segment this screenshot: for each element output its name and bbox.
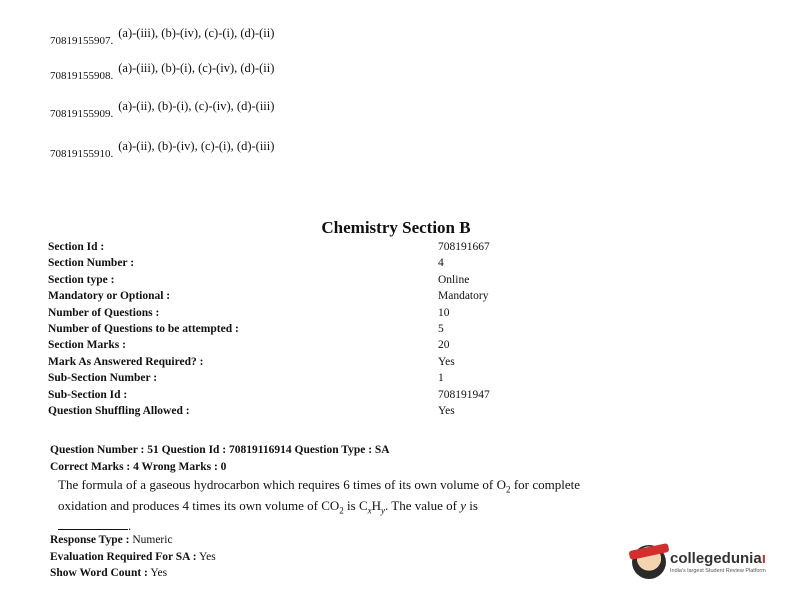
- collegedunia-logo: [632, 545, 766, 579]
- info-row: [48, 290, 508, 306]
- info-row: [48, 307, 508, 323]
- info-value: Yes: [438, 404, 455, 417]
- info-row: [48, 339, 508, 355]
- info-value: 1: [438, 372, 444, 385]
- answer-blank: [58, 519, 128, 530]
- response-type-row: [50, 532, 216, 549]
- section-title: Chemistry Section B: [321, 218, 471, 237]
- info-label: Mark As Answered Required? :: [48, 355, 204, 368]
- option-row: [50, 99, 275, 120]
- question-header-line2: Correct Marks : 4 Wrong Marks : 0: [50, 461, 227, 473]
- info-row: [48, 241, 508, 257]
- info-value: Online: [438, 273, 470, 286]
- subscript: x: [367, 505, 372, 516]
- option-text: (a)-(ii), (b)-(iv), (c)-(i), (d)-(iii): [118, 139, 275, 153]
- info-label: Number of Questions :: [48, 306, 160, 319]
- info-value: 708191947: [438, 388, 490, 401]
- info-value: Mandatory: [438, 290, 489, 303]
- option-id: 70819155908.: [50, 70, 114, 82]
- info-value: 708191667: [438, 241, 490, 253]
- logo-tagline: India's largest Student Review Platform: [670, 568, 766, 574]
- info-row: [48, 356, 508, 372]
- evaluation-row: [50, 549, 216, 566]
- subscript: 2: [339, 505, 344, 516]
- word-count-value: Yes: [147, 567, 168, 579]
- option-text: (a)-(ii), (b)-(i), (c)-(iv), (d)-(iii): [118, 99, 275, 113]
- question-text: [58, 477, 580, 534]
- option-id: 70819155910.: [50, 148, 114, 160]
- question-text-part: for complete oxidation and produces 4 times its own volume of CO: [58, 477, 580, 513]
- student-mascot-icon: [632, 545, 666, 579]
- response-meta: [50, 532, 216, 582]
- option-row: [50, 139, 275, 160]
- question-text-part: The formula of a gaseous hydrocarbon which requires 6 times of its own volume of O: [58, 477, 506, 492]
- info-row: [48, 389, 508, 405]
- option-id: 70819155907.: [50, 35, 114, 47]
- info-value: 10: [438, 306, 450, 319]
- question-text-part: . The value of: [385, 497, 461, 513]
- info-value: 4: [438, 257, 444, 270]
- option-text: (a)-(iii), (b)-(i), (c)-(iv), (d)-(ii): [118, 61, 275, 75]
- info-value: Yes: [438, 355, 455, 368]
- question-header: [50, 442, 390, 476]
- info-label: Section type :: [48, 273, 115, 286]
- logo-name-accent: ı: [761, 550, 766, 567]
- response-type-value: Numeric: [129, 534, 173, 546]
- question-text-end: .: [128, 518, 132, 534]
- subscript: y: [381, 505, 386, 516]
- logo-text: [670, 550, 766, 574]
- option-id: 70819155909.: [50, 108, 114, 120]
- info-label: Sub-Section Number :: [48, 372, 158, 385]
- question-header-line1: Question Number : 51 Question Id : 70819116914 Question Type : SA: [50, 444, 390, 456]
- info-label: Mandatory or Optional :: [48, 290, 171, 303]
- question-text-part: H: [371, 497, 382, 513]
- question-text-part: is: [466, 497, 478, 513]
- info-label: Number of Questions to be attempted :: [48, 322, 239, 335]
- variable: y: [460, 497, 467, 513]
- option-text: (a)-(iii), (b)-(iv), (c)-(i), (d)-(ii): [118, 26, 275, 40]
- logo-name: [670, 550, 766, 567]
- info-value: 20: [438, 339, 450, 352]
- info-row: [48, 405, 508, 421]
- info-label: Section Id :: [48, 241, 105, 253]
- info-value: 5: [438, 322, 444, 335]
- subscript: 2: [506, 484, 511, 495]
- info-row: [48, 274, 508, 290]
- option-row: [50, 61, 275, 82]
- info-row: [48, 257, 508, 273]
- word-count-row: [50, 565, 216, 582]
- section-info-table: [48, 241, 508, 421]
- option-row: [50, 26, 275, 47]
- question-text-part: is C: [343, 497, 368, 513]
- word-count-label: Show Word Count :: [50, 567, 148, 579]
- info-label: Question Shuffling Allowed :: [48, 404, 190, 417]
- info-label: Section Marks :: [48, 339, 126, 352]
- info-row: [48, 372, 508, 388]
- evaluation-label: Evaluation Required For SA :: [50, 550, 197, 563]
- info-label: Section Number :: [48, 257, 135, 270]
- info-label: Sub-Section Id :: [48, 388, 128, 401]
- response-type-label: Response Type :: [50, 534, 130, 546]
- info-row: [48, 323, 508, 339]
- evaluation-value: Yes: [196, 550, 216, 563]
- logo-name-main: collegedunia: [670, 550, 762, 567]
